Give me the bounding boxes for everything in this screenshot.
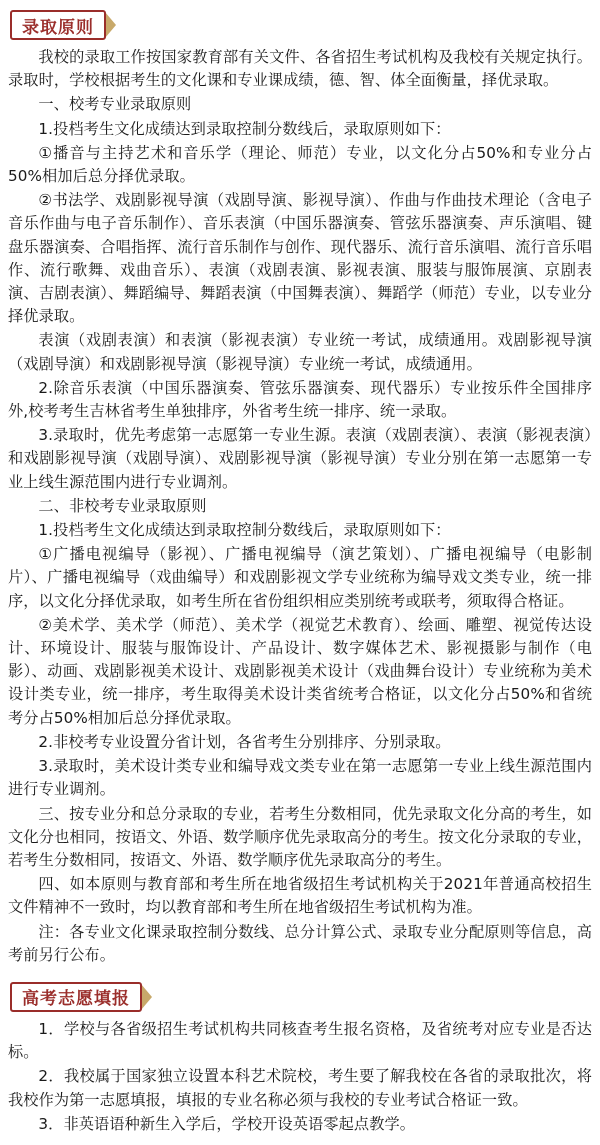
section-heading-label: 录取原则 xyxy=(10,10,106,40)
paragraph: 3.录取时，优先考虑第一志愿第一专业生源。表演（戏剧表演）、表演（影视表演）和戏剧影视导演（戏剧导演）、戏剧影视导演（影视导演）专业分别在第一志愿第一专业上线生源范围内进行专业调剂。 xyxy=(8,426,592,491)
paragraph: 1.投档考生文化成绩达到录取控制分数线后，录取原则如下： xyxy=(38,521,451,540)
paragraph: 二、非校考专业录取原则 xyxy=(38,496,207,515)
paragraph: ②美术学、美术学（师范）、美术学（视觉艺术教育）、绘画、雕塑、视觉传达设计、环境设计、服装与服饰设计、产品设计、数字媒体艺术、影视摄影与制作（电影）、动画、戏剧影视美术设计、戏剧影视美术设计（戏曲舞台设计）专业统称为美术设计类专业，统一排序，考生取得美术设计类省统考合格证，以文化分占50%和省统考分占50%相加后总分择优录取。 xyxy=(8,615,592,727)
paragraph: 3．非英语语种新生入学后，学校开设英语零起点教学。 xyxy=(38,1114,416,1133)
section-heading-luqu-yuanze xyxy=(10,10,592,40)
document-page xyxy=(0,10,600,1145)
chevron-right-icon xyxy=(105,12,116,38)
chevron-right-icon xyxy=(141,984,152,1010)
paragraph: 2.除音乐表演（中国乐器演奏、管弦乐器演奏、现代器乐）专业按乐件全国排序外,校考考生吉林省考生单独排序，外省考生统一排序、统一录取。 xyxy=(8,378,592,421)
paragraph: ②书法学、戏剧影视导演（戏剧导演、影视导演）、作曲与作曲技术理论（含电子音乐作曲与电子音乐制作）、音乐表演（中国乐器演奏、管弦乐器演奏、声乐演唱、键盘乐器演奏、合唱指挥、流行音乐制作与创作、现代器乐、流行音乐演唱、流行音乐唱作、流行歌舞、戏曲音乐）、表演（戏剧表演、影视表演、服装与服饰展演、京剧表演、吉剧表演）、舞蹈编导、舞蹈表演（中国舞表演）、舞蹈学（师范）专业，以专业分择优录取。 xyxy=(8,191,592,326)
paragraph: 2．我校属于国家独立设置本科艺术院校，考生要了解我校在各省的录取批次，将我校作为第一志愿填报，填报的专业名称必须与我校的专业考试合格证一致。 xyxy=(8,1067,592,1109)
paragraph: 3.录取时，美术设计类专业和编导戏文类专业在第一志愿第一专业上线生源范围内进行专业调剂。 xyxy=(8,757,592,799)
paragraph: ①广播电视编导（影视）、广播电视编导（演艺策划）、广播电视编导（电影制片）、广播电视编导（戏曲编导）和戏剧影视文学专业统称为编导戏文类专业，统一排序，以文化分择优录取，如考生所在省份组织相应类别统考或联考，须取得合格证。 xyxy=(8,545,592,610)
section-spacer xyxy=(8,968,592,972)
paragraph: 我校的录取工作按国家教育部有关文件、各省招生考试机构及我校有关规定执行。录取时，学校根据考生的文化课和专业课成绩，德、智、体全面衡量，择优录取。 xyxy=(8,48,592,90)
section-body-gaokao-zhiyuan xyxy=(8,1018,592,1136)
paragraph: 2.非校考专业设置分省计划，各省考生分别排序、分别录取。 xyxy=(38,732,451,751)
paragraph: ①播音与主持艺术和音乐学（理论、师范）专业，以文化分占50%和专业分占50%相加后总分择优录取。 xyxy=(8,143,592,186)
paragraph: 注：各专业文化课录取控制分数线、总分计算公式、录取专业分配原则等信息，高考前另行公布。 xyxy=(8,922,592,964)
paragraph: 表演（戏剧表演）和表演（影视表演）专业统一考试，成绩通用。戏剧影视导演（戏剧导演）和戏剧影视导演（影视导演）专业统一考试，成绩通用。 xyxy=(8,331,592,373)
section-body-luqu-yuanze xyxy=(8,46,592,967)
paragraph: 1.投档考生文化成绩达到录取控制分数线后，录取原则如下： xyxy=(38,119,451,138)
paragraph: 一、校考专业录取原则 xyxy=(38,95,192,114)
paragraph: 1．学校与各省级招生考试机构共同核查考生报名资格，及省统考对应专业是否达标。 xyxy=(8,1019,592,1062)
paragraph: 三、按专业分和总分录取的专业，若考生分数相同，优先录取文化分高的考生，如文化分也相同，按语文、外语、数学顺序优先录取高分的考生。按文化分录取的专业，若考生分数相同，按语文、外语、数学顺序优先录取高分的考生。 xyxy=(8,804,592,869)
paragraph: 四、如本原则与教育部和考生所在地省级招生考试机构关于2021年普通高校招生文件精神不一致时，均以教育部和考生所在地省级招生考试机构为准。 xyxy=(8,875,592,917)
section-heading-gaokao-zhiyuan xyxy=(10,982,592,1012)
section-heading-label: 高考志愿填报 xyxy=(10,982,142,1012)
